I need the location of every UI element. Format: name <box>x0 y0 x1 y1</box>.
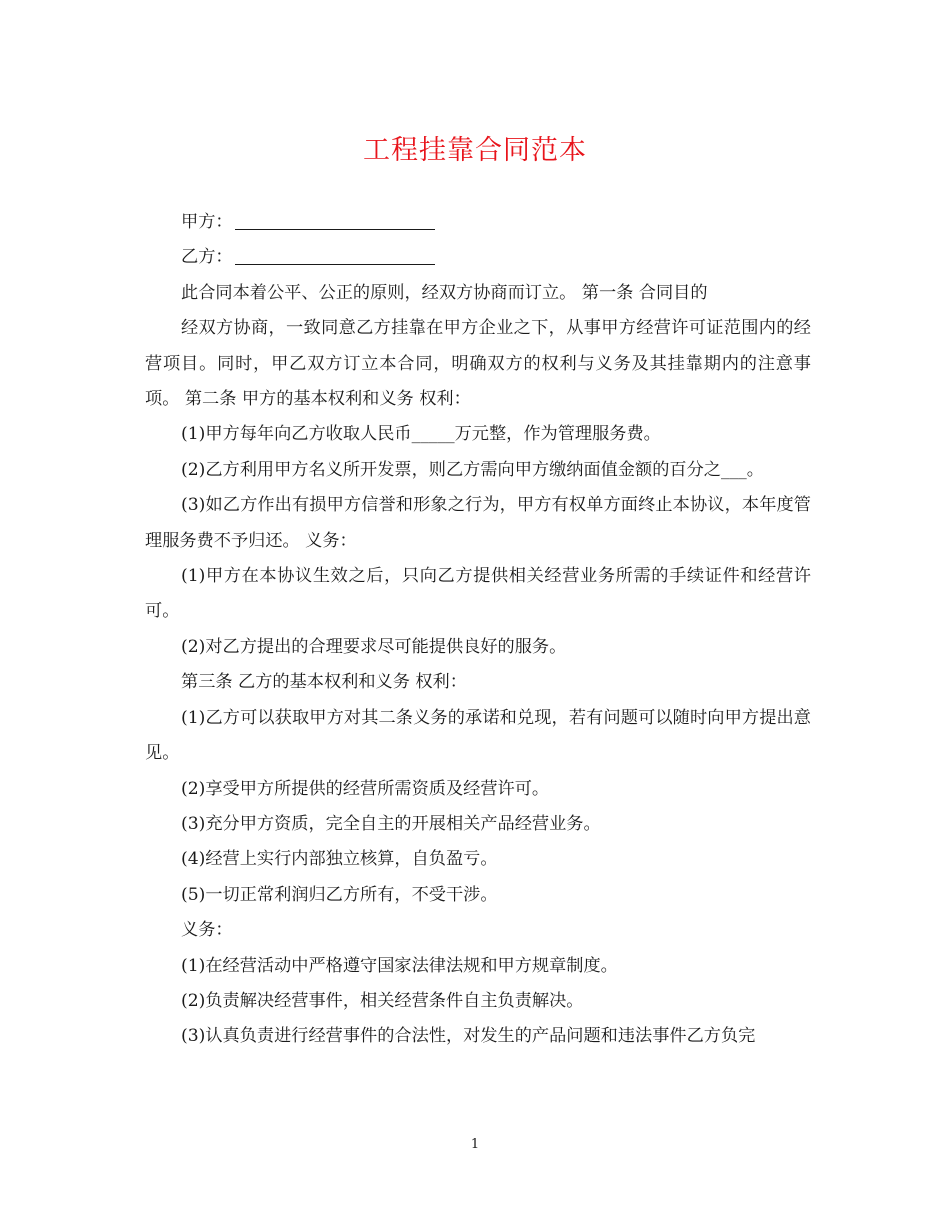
party-a-label: 甲方： <box>181 212 233 232</box>
party-a-line <box>145 205 811 240</box>
document-title: 工程挂靠合同范本 <box>363 135 587 166</box>
paragraph: (1)甲方在本协议生效之后，只向乙方提供相关经营业务所需的手续证件和经营许可。 <box>145 566 811 622</box>
paragraph: (3)如乙方作出有损甲方信誉和形象之行为，甲方有权单方面终止本协议，本年度管理服务费不予归还。 义务： <box>145 495 811 551</box>
paragraph: (3)充分甲方资质，完全自主的开展相关产品经营业务。 <box>181 813 601 834</box>
paragraph: 第三条 乙方的基本权利和义务 权利： <box>181 672 467 693</box>
party-b-line <box>145 240 811 275</box>
paragraph: (5)一切正常利润归乙方所有，不受干涉。 <box>181 884 498 905</box>
paragraph: 此合同本着公平、公正的原则，经双方协商而订立。 第一条 合同目的 <box>181 282 708 303</box>
paragraph: (2)享受甲方所提供的经营所需资质及经营许可。 <box>181 778 550 799</box>
paragraph: (1)在经营活动中严格遵守国家法律法规和甲方规章制度。 <box>181 955 618 976</box>
paragraph: (2)对乙方提出的合理要求尽可能提供良好的服务。 <box>181 636 567 657</box>
paragraph: (2)乙方利用甲方名义所开发票，则乙方需向甲方缴纳面值金额的百分之___。 <box>181 459 764 480</box>
page-number: 1 <box>470 1137 480 1152</box>
paragraph: (1)甲方每年向乙方收取人民币_____万元整，作为管理服务费。 <box>181 424 661 445</box>
paragraph: (3)认真负责进行经营事件的合法性，对发生的产品问题和违法事件乙方负完 <box>181 1026 756 1047</box>
paragraph: (4)经营上实行内部独立核算，自负盈亏。 <box>181 849 498 870</box>
paragraph: 义务： <box>181 920 233 941</box>
party-a-blank <box>235 209 435 230</box>
party-b-label: 乙方： <box>181 247 233 268</box>
party-b-blank <box>235 244 435 265</box>
paragraph: (2)负责解决经营事件，相关经营条件自主负责解决。 <box>181 990 584 1011</box>
document-body <box>145 205 811 1055</box>
paragraph: (1)乙方可以获取甲方对其二条义务的承诺和兑现，若有问题可以随时向甲方提出意见。 <box>145 707 811 764</box>
paragraph: 经双方协商，一致同意乙方挂靠在甲方企业之下，从事甲方经营许可证范围内的经营项目。同时，甲乙双方订立本合同，明确双方的权利与义务及其挂靠期内的注意事项。 第二条 甲方的基本权利和义务 权利： <box>145 318 811 410</box>
